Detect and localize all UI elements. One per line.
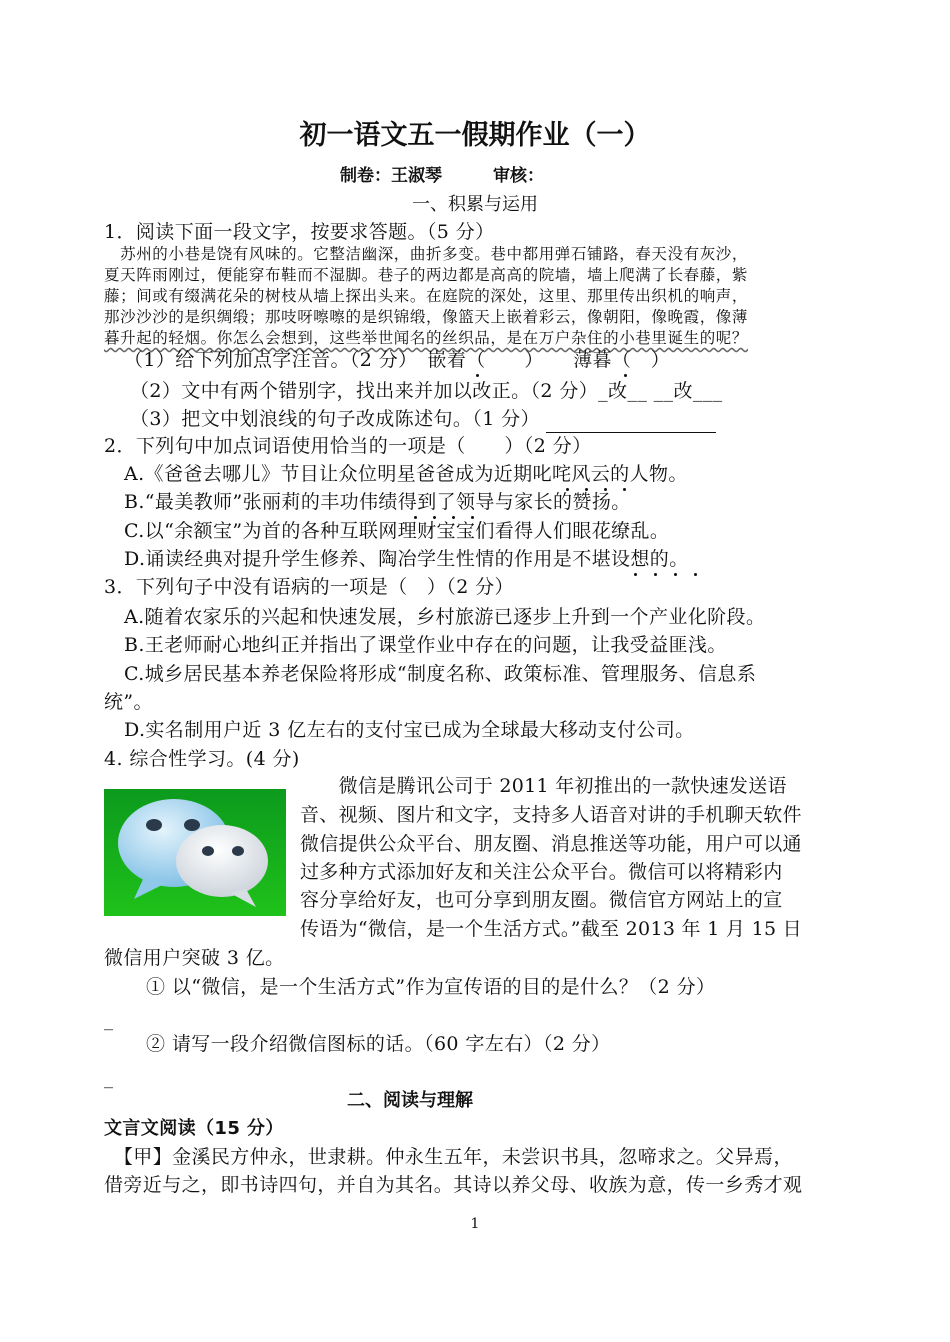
option-d: D.实名制用户近 3 亿左右的支付宝已成为全球最大移动支付公司。 [124, 719, 695, 741]
emphasis-dot [476, 374, 479, 377]
classical-reading-heading: 文言文阅读（15 分） [104, 1118, 284, 1139]
emphasis-dot [566, 488, 569, 491]
emphasis-dot [433, 516, 436, 519]
emphasis-dot [452, 516, 455, 519]
wechat-text-line: 传语为“微信，是一个生活方式。”截至 2013 年 1 月 15 日 [300, 918, 802, 940]
page-number: 1 [470, 1216, 480, 1232]
wechat-text-line: 过多种方式添加好友和关注公众平台。微信可以将精彩内 [300, 861, 783, 883]
question-1-sub3 [130, 405, 716, 433]
option-d: D.诵读经典对提升学生修养、陶冶学生性情的作用是不堪设想的。 [124, 548, 689, 570]
option-a: A.随着农家乐的兴起和快速发展，乡村旅游已逐步上升到一个产业化阶段。 [124, 606, 766, 628]
option-b: B.王老师耐心地纠正并指出了课堂作业中存在的问题，让我受益匪浅。 [124, 634, 727, 656]
classical-text-line: 【甲】金溪民方仲永，世隶耕。仲永生五年，未尝识书具，忽啼求之。父异焉， [104, 1146, 793, 1168]
emphasis-dot [414, 516, 417, 519]
section-heading-2: 二、阅读与理解 [347, 1090, 473, 1111]
question-4-sub2: ② 请写一段介绍微信图标的话。（60 字左右）（2 分） [146, 1033, 611, 1055]
option-c: C.城乡居民基本养老保险将形成“制度名称、政策标准、管理服务、信息系 [124, 663, 757, 685]
wechat-text-line: 微信是腾讯公司于 2011 年初推出的一款快速发送语 [300, 775, 787, 797]
wechat-text-line: 微信提供公众平台、朋友圈、消息推送等功能，用户可以通 [300, 833, 802, 855]
wechat-text-line: 音、视频、图片和文字，支持多人语音对讲的手机聊天软件 [300, 804, 802, 826]
emphasis-dot [654, 573, 657, 576]
question-1-sub2: （2）文中有两个错别字，找出来并加以改正。（2 分）_改__ __改___ [130, 380, 723, 402]
answer-line-2[interactable]: _ [104, 1068, 113, 1089]
question-1-stem: 1．阅读下面一段文字，按要求答题。（5 分） [104, 221, 495, 243]
emphasis-dot [634, 573, 637, 576]
option-c: C.以“余额宝”为首的各种互联网理财宝宝们看得人们眼花缭乱。 [124, 520, 670, 542]
question-3-stem: 3．下列句子中没有语病的一项是（ ）（2 分） [104, 576, 514, 598]
sub3-text: （3）把文中划浪线的句子改成陈述句。（1 分） [130, 408, 540, 430]
question-4-stem: 4. 综合性学习。(4 分) [104, 748, 300, 770]
passage-line: 夏天阵雨刚过，便能穿布鞋而不湿脚。巷子的两边都是高高的院墙，墙上爬满了长春藤，紫 [104, 266, 749, 284]
option-c-continued: 统”。 [104, 691, 153, 713]
option-a: A.《爸爸去哪儿》节目让众位明星爸爸成为近期叱咤风云的人物。 [124, 463, 688, 485]
section-heading-1: 一、积累与运用 [412, 194, 538, 215]
question-1-sub1: （1）给下列加点字注音。（2 分） 嵌着（ ） 薄暮（ ） [124, 349, 671, 371]
answer-blank[interactable] [546, 412, 716, 433]
wavy-underlined-sentence: 暮升起的轻烟。你怎么会想到，这些举世闻名的丝织品，是在万户杂住的小巷里诞生的呢？ [104, 329, 749, 347]
question-4-sub1: ① 以“微信，是一个生活方式”作为宣传语的目的是什么？（2 分） [146, 976, 716, 998]
emphasis-dot [471, 516, 474, 519]
passage-line: 苏州的小巷是饶有风味的。它整洁幽深，曲折多变。巷中都用弹石铺路，春天没有灰沙， [104, 245, 749, 263]
page-title: 初一语文五一假期作业（一） [299, 120, 651, 151]
option-b: B.“最美教师”张丽莉的丰功伟绩得到了领导与家长的赞扬。 [124, 491, 631, 513]
classical-text-line: 借旁近与之，即书诗四句，并自为其名。其诗以养父母、收族为意，传一乡秀才观 [104, 1174, 803, 1196]
answer-line-1[interactable]: _ [104, 1010, 113, 1031]
emphasis-dot [624, 374, 627, 377]
emphasis-dot [694, 573, 697, 576]
paper-maker: 制卷：王淑琴 审核： [340, 166, 544, 186]
emphasis-dot [585, 488, 588, 491]
emphasis-dot [674, 573, 677, 576]
question-2-stem: 2．下列句中加点词语使用恰当的一项是（ ）（2 分） [104, 435, 592, 457]
wechat-text-line: 容分享给好友，也可分享到朋友圈。微信官方网站上的宣 [300, 889, 783, 911]
emphasis-dot [604, 488, 607, 491]
emphasis-dot [623, 488, 626, 491]
passage-line: 藤；间或有缀满花朵的树枝从墙上探出头来。在庭院的深处，这里、那里传出织机的响声， [104, 287, 749, 305]
wechat-text-last: 微信用户突破 3 亿。 [104, 947, 285, 969]
passage-line: 那沙沙沙的是织绸缎；那吱呀嚓嚓的是织锦缎，像篮天上嵌着彩云，像朝阳，像晚霞，像薄 [104, 308, 749, 326]
wechat-logo-image [104, 789, 286, 916]
